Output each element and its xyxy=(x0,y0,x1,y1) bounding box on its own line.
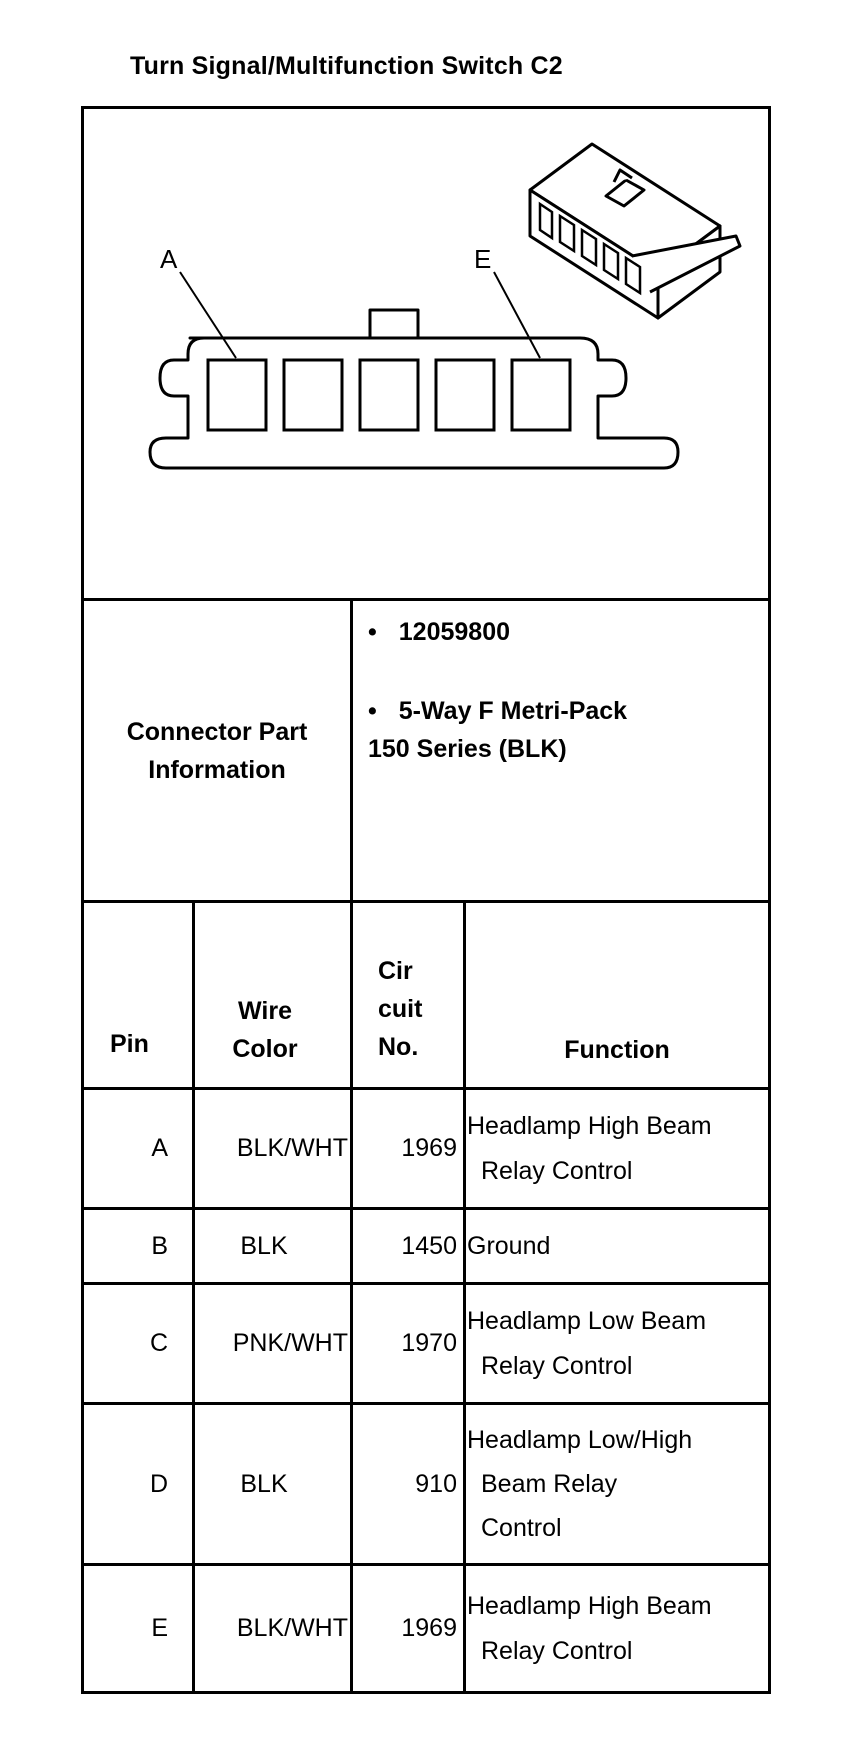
cavity-a xyxy=(208,360,266,430)
row-a-circuit: 1969 xyxy=(401,1134,457,1162)
row-d-function: Headlamp Low/High Beam Relay Control xyxy=(467,1426,693,1542)
row-b-function: Ground xyxy=(467,1231,551,1260)
page-title: Turn Signal/Multifunction Switch C2 xyxy=(130,52,563,80)
header-wire-color: Wire Color xyxy=(232,997,298,1063)
row-a-pin: A xyxy=(151,1134,168,1162)
row-e-function: Headlamp High Beam Relay Control xyxy=(467,1591,712,1665)
connector-diagram xyxy=(0,0,864,610)
leader-e xyxy=(494,272,540,358)
divider-connector-info xyxy=(81,900,771,903)
pin-cavities xyxy=(208,360,570,430)
cavity-d xyxy=(436,360,494,430)
connector-description: • 5-Way F Metri-Pack 150 Series (BLK) xyxy=(368,697,628,763)
row-a-function: Headlamp High Beam Relay Control xyxy=(467,1111,712,1185)
header-pin: Pin xyxy=(110,1030,149,1058)
cavity-c xyxy=(360,360,418,430)
row-a-wire-color: BLK/WHT xyxy=(236,1134,348,1162)
row-d-circuit: 910 xyxy=(415,1469,457,1498)
row-c-function: Headlamp Low Beam Relay Control xyxy=(467,1306,707,1380)
row-c-wire-color: PNK/WHT xyxy=(232,1329,348,1357)
row-c-pin: C xyxy=(149,1329,168,1357)
header-function: Function xyxy=(564,1035,670,1064)
connector-info-label: Connector Part Information xyxy=(126,717,308,784)
pin-label-a: A xyxy=(160,244,178,274)
row-c-circuit: 1970 xyxy=(401,1329,457,1357)
header-circuit-no: Cir cuit No. xyxy=(378,957,423,1061)
row-d-wire-color: BLK xyxy=(240,1469,288,1498)
row-e-pin: E xyxy=(151,1614,168,1642)
row-e-circuit: 1969 xyxy=(401,1614,457,1642)
cavity-e xyxy=(512,360,570,430)
pin-leader-lines xyxy=(180,272,540,358)
pin-label-e: E xyxy=(474,244,492,274)
cavity-b xyxy=(284,360,342,430)
row-b-wire-color: BLK xyxy=(240,1231,288,1260)
row-e-wire-color: BLK/WHT xyxy=(236,1614,348,1642)
row-b-pin: B xyxy=(151,1231,168,1260)
part-number: • 12059800 xyxy=(368,618,510,646)
row-b-circuit: 1450 xyxy=(401,1231,457,1260)
row-d-pin: D xyxy=(149,1469,168,1498)
column-divider-circuit xyxy=(463,900,466,1694)
